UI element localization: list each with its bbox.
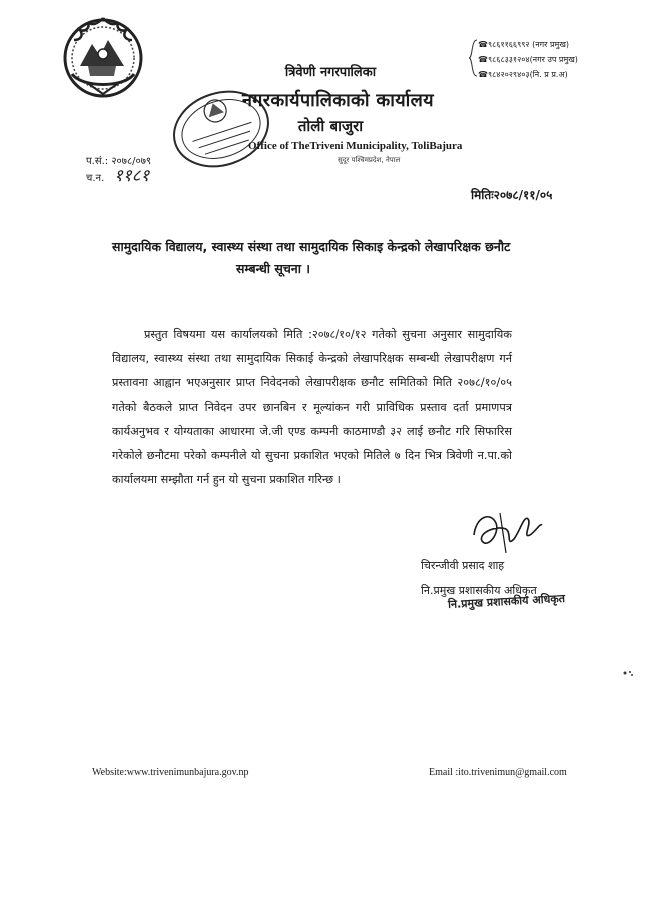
org-name: त्रिवेणी नगरपालिका — [284, 65, 377, 80]
subject-line-1: सामुदायिक विद्यालय, स्वास्थ्य संस्था तथा सामुदायिक सिकाइ केन्द्रको लेखापरिक्षक छनौट — [112, 239, 511, 254]
province-line: सुदूर पश्चिमप्रदेश, नेपाल — [338, 156, 401, 164]
phone-number-cao: ☎९८४२०२९४०३(नि. प्र प्र.अ) — [478, 70, 568, 79]
reference-number: प.सं.: २०७८/०७९ — [86, 156, 152, 167]
subject-line-2: सम्बन्धी सूचना । — [236, 261, 311, 276]
website-link[interactable]: Website:www.trivenimunbajura.gov.np — [92, 767, 249, 778]
email-link[interactable]: Email :ito.trivenimun@gmail.com — [429, 767, 567, 778]
phone-number-deputy-mayor: ☎९८६८३३१२०४(नगर उप प्रमुख) — [478, 55, 578, 64]
office-title: नगरकार्यपालिकाको कार्यालय — [242, 90, 434, 111]
subject-heading — [112, 236, 592, 280]
notice-body — [112, 323, 512, 492]
phone-number-mayor: ☎९८६११६६९९२ (नगर प्रमुख) — [478, 40, 569, 49]
body-paragraph: प्रस्तुत विषयमा यस कार्यालयको मिति :२०७८/१०/१२ गतेको सुचना अनुसार सामुदायिक विद्यालय, स्वास्थ्य संस्था तथा सामुदायिक सिकाई केन्द्रको लेखापरिक्षक सम्बन्धी लेखापरीक्षण गर्न प्रस्तावना आह्वान भएअनुसार प्राप्त निवेदनको लेखापरीक्षक छनौट समितिको मिति २०७८/१०/०५ गतेको बैठकले प्राप्त निवेदन उपर छानबिन र मूल्यांकन गरी प्राविधिक प्रस्ताव दर्ता प्रमाणपत्र कार्यअनुभव र योग्यताका आधारमा जे.जी एण्ड कम्पनी काठमाण्डौ ३२ लाई छनौट गरि सिफारिस गरेकोले छनौटमा परेको कम्पनीले यो सुचना प्रकाशित भएको मितिले ७ दिन भित्र त्रिवेणी न.पा.को कार्यालयमा सम्झौता गर्न हुन यो सुचना प्रकाशित गरिन्छ । — [112, 328, 512, 487]
designation-stamp: नि.प्रमुख प्रशासकीय अधिकृत — [447, 591, 566, 612]
english-office-name: Office of TheTriveni Municipality, ToliBajura — [248, 140, 463, 152]
phone-bracket — [468, 38, 478, 78]
signatory-name: चिरन्जीवी प्रसाद शाह — [421, 559, 505, 572]
nepal-emblem-logo — [58, 14, 148, 100]
office-location: तोली बाजुरा — [297, 117, 364, 135]
signatory-designation: नि.प्रमुख प्रशासकीय अधिकृत — [421, 584, 537, 597]
handwritten-signature — [466, 505, 546, 557]
letter-date: मितिः२०७८/११/०५ — [471, 188, 553, 202]
phone-list — [478, 37, 578, 82]
dispatch-label: च.न. — [86, 173, 105, 184]
dispatch-number-handwritten: ११८१ — [114, 166, 150, 186]
ink-speck — [622, 669, 634, 677]
